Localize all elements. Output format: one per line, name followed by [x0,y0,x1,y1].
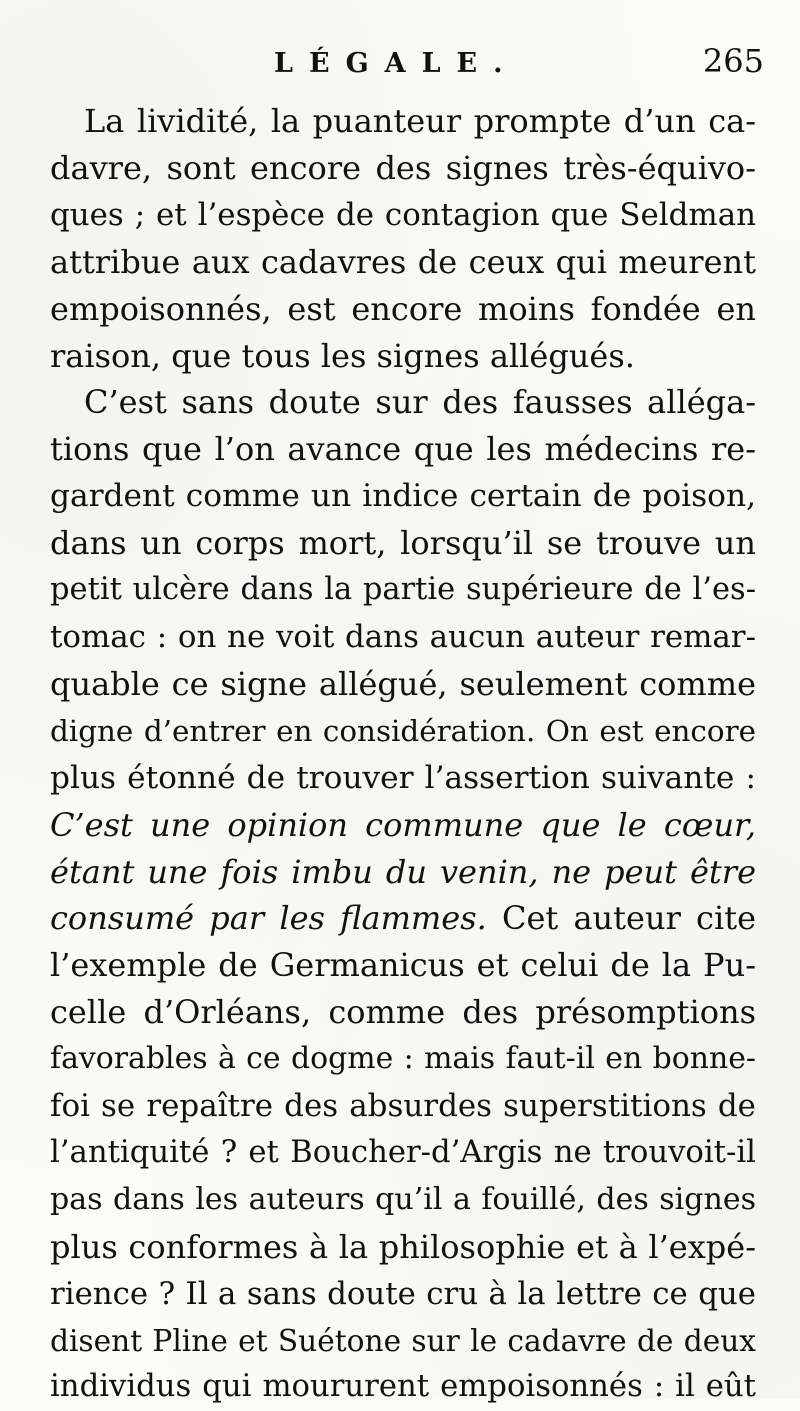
text-line [50,1224,756,1271]
line-text: consumé par les flammes. [50,899,487,938]
text-line [50,895,756,942]
text-line [50,614,756,661]
text-line [50,802,756,849]
text-line [50,239,756,286]
line-text-tail: Cet auteur cite [486,899,757,938]
line-text: La lividité, la puanteur prompte d’un ca- [84,102,756,140]
text-line [50,379,756,426]
line-text: quable ce signe allégué, seulement comme [50,664,756,703]
line-text: empoisonnés, est encore moins fondée en [50,289,756,328]
line-text: foi se repaître des absurdes superstitions de [50,1088,756,1125]
text-line [50,1318,756,1365]
text-line [50,98,756,145]
line-text: gardent comme un indice certain de poison, [50,478,756,515]
text-line [50,849,756,896]
text-line [50,192,756,239]
text-line [50,333,756,380]
text-line [50,1364,756,1411]
line-text: favorables à ce dogme : mais faut-il en bonne- [50,1041,756,1077]
text-line [50,145,756,192]
text-line [50,1036,756,1083]
line-text: pas dans les auteurs qu’il a fouillé, des signes [50,1181,756,1217]
body-text [50,98,756,1411]
line-text: plus conformes à la philosophie et à l’expé- [50,1227,756,1266]
text-line [50,567,756,614]
line-text: individus qui moururent empoisonnés : il eût [50,1369,756,1405]
running-head [0,42,800,92]
text-line [50,661,756,708]
line-text: tions que l’on avance que les médecins re- [50,430,756,469]
text-line [50,708,756,755]
text-line [50,520,756,567]
text-line [50,942,756,989]
line-text: ques ; et l’espèce de contagion que Seldman [50,196,756,233]
line-text: disent Pline et Suétone sur le cadavre de deux [50,1323,756,1358]
text-line [50,286,756,333]
line-text: digne d’entrer en considération. On est encore [50,713,756,748]
line-text: l’antiquité ? et Boucher-d’Argis ne trouvoit-il [50,1134,756,1170]
text-line [50,473,756,520]
line-text: davre, sont encore des signes très-équivo- [50,148,756,187]
line-text: C’est une opinion commune que le cœur, [50,805,756,844]
text-line [50,1177,756,1224]
line-text: étant une fois imbu du venin, ne peut être [50,852,756,891]
line-text: rience ? Il a sans doute cru à la lettre ce que [50,1275,756,1312]
text-line [50,1271,756,1318]
line-text: raison, que tous les signes allégués. [50,336,635,375]
line-text: plus étonné de trouver l’assertion suivante : [50,759,756,796]
running-title: LÉGALE. [274,48,519,79]
text-line [50,1083,756,1130]
line-text: petit ulcère dans la partie supérieure de l’es- [50,572,756,608]
text-line [50,426,756,473]
text-line [50,1130,756,1177]
line-text: celle d’Orléans, comme des présomptions [50,993,756,1032]
page-number: 265 [702,42,764,80]
line-text: l’exemple de Germanicus et celui de la Pu- [50,946,756,985]
text-line [50,989,756,1036]
text-line [50,755,756,802]
line-text: tomac : on ne voit dans aucun auteur remar- [50,618,756,655]
line-text: C’est sans doute sur des fausses alléga- [84,383,756,422]
line-text: attribue aux cadavres de ceux qui meurent [50,242,756,281]
line-text: dans un corps mort, lorsqu’il se trouve un [50,524,756,563]
